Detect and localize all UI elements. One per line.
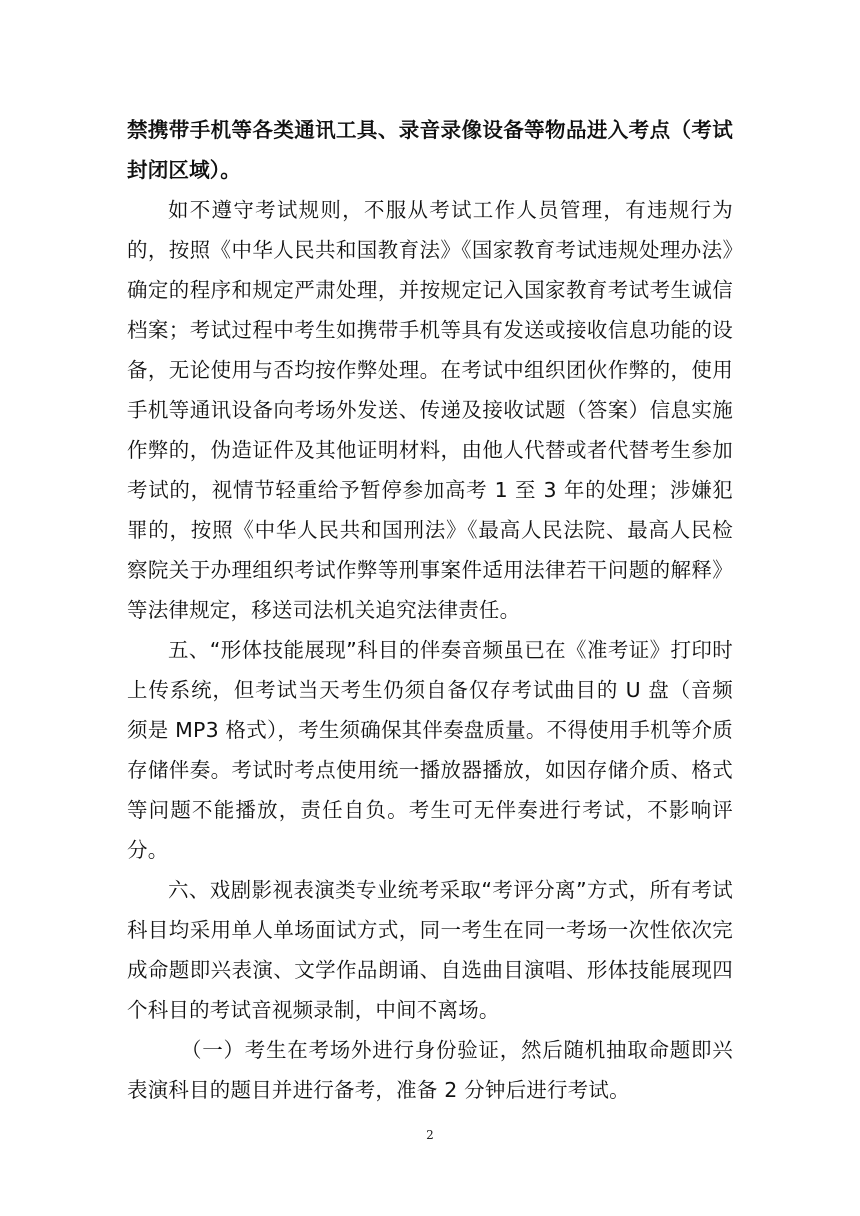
- page-number: 2: [426, 1128, 434, 1142]
- document-body: [127, 110, 733, 1110]
- paragraph-subsection-one: （一）考生在考场外进行身份验证，然后随机抽取命题即兴表演科目的题目并进行备考，准备 2 分钟后进行考试。: [127, 1038, 733, 1102]
- paragraph-section-six: 六、戏剧影视表演类专业统考采取“考评分离”方式，所有考试科目均采用单人单场面试方式，同一考生在同一考场一次性依次完成命题即兴表演、文学作品朗诵、自选曲目演唱、形体技能展现四个科目的考试音视频录制，中间不离场。: [127, 878, 733, 1022]
- paragraph-section-five: 五、“形体技能展现”科目的伴奏音频虽已在《准考证》打印时上传系统，但考试当天考生仍须自备仅存考试曲目的 U 盘（音频须是 MP3 格式），考生须确保其伴奏盘质量。不得使用手机等介质存储伴奏。考试时考点使用统一播放器播放，如因存储介质、格式等问题不能播放，责任自负。考生可无伴奏进行考试，不影响评分。: [127, 638, 733, 862]
- paragraph-violation-rules: 如不遵守考试规则，不服从考试工作人员管理，有违规行为的，按照《中华人民共和国教育法》《国家教育考试违规处理办法》确定的程序和规定严肃处理，并按规定记入国家教育考试考生诚信档案；考试过程中考生如携带手机等具有发送或接收信息功能的设备，无论使用与否均按作弊处理。在考试中组织团伙作弊的，使用手机等通讯设备向考场外发送、传递及接收试题（答案）信息实施作弊的，伪造证件及其他证明材料，由他人代替或者代替考生参加考试的，视情节轻重给予暂停参加高考 1 至 3 年的处理；涉嫌犯罪的，按照《中华人民共和国刑法》《最高人民法院、最高人民检察院关于办理组织考试作弊等刑事案件适用法律若干问题的解释》等法律规定，移送司法机关追究法律责任。: [127, 198, 733, 622]
- paragraph-bold-continuation: 禁携带手机等各类通讯工具、录音录像设备等物品进入考点（考试封闭区域）。: [127, 118, 733, 182]
